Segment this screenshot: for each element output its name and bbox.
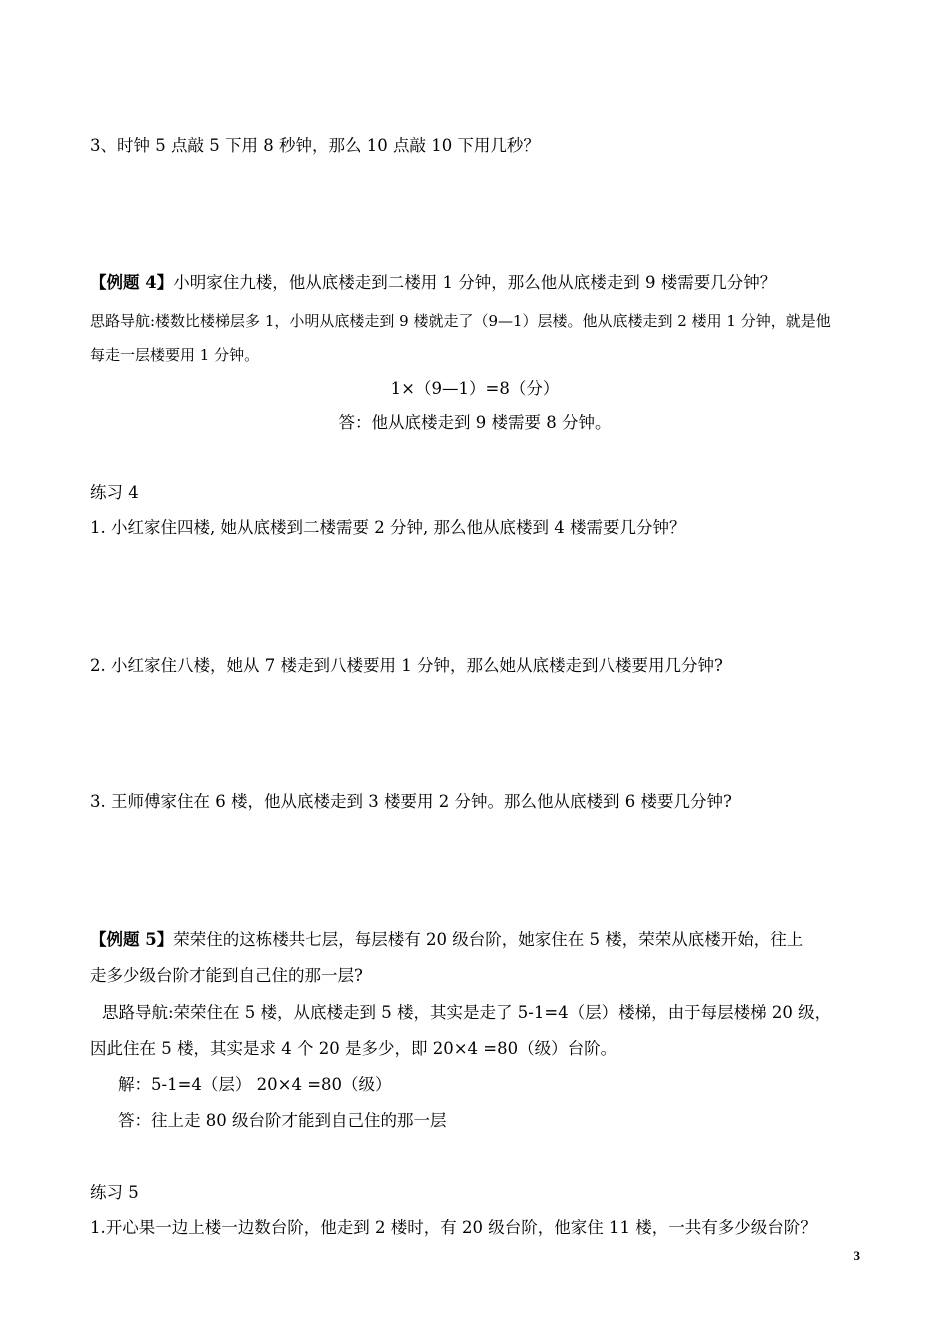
practice-4-title: 练习 4	[90, 483, 139, 502]
practice-4-question-2: 2. 小红家住八楼，她从 7 楼走到八楼要用 1 分钟，那么她从底楼走到八楼要用几分钟?	[90, 656, 723, 675]
example-4-answer: 答：他从底楼走到 9 楼需要 8 分钟。	[338, 413, 612, 432]
example-5-hint-line-1: 思路导航:荣荣住在 5 楼，从底楼走到 5 楼，其实是走了 5-1=4（层）楼梯，由于每层楼梯 20 级，	[102, 1003, 832, 1022]
question-3: 3、时钟 5 点敲 5 下用 8 秒钟，那么 10 点敲 10 下用几秒？	[90, 136, 540, 155]
practice-4-question-3: 3. 王师傅家住在 6 楼，他从底楼走到 3 楼要用 2 分钟。那么他从底楼到 6 楼要几分钟?	[90, 792, 732, 811]
example-5-solution: 解：5-1=4（层） 20×4 =80（级）	[118, 1075, 392, 1094]
example-5-answer: 答：往上走 80 级台阶才能到自己住的那一层	[118, 1111, 447, 1130]
example-4-text: 小明家住九楼，他从底楼走到二楼用 1 分钟，那么他从底楼走到 9 楼需要几分钟？	[173, 273, 777, 292]
example-5-label: 【例题 5】	[90, 930, 174, 949]
example-4-hint-line-2: 每走一层楼要用 1 分钟。	[90, 346, 260, 364]
example-5-hint-line-2: 因此住在 5 楼，其实是求 4 个 20 是多少，即 20×4 =80（级）台阶。	[90, 1039, 618, 1058]
practice-5-title: 练习 5	[90, 1183, 139, 1202]
example-4-heading	[90, 271, 776, 295]
example-5-heading	[90, 928, 803, 952]
example-4-label: 【例题 4】	[90, 273, 174, 292]
example-5-text-line-2: 走多少级台阶才能到自己住的那一层?	[90, 966, 363, 985]
example-5-text: 荣荣住的这栋楼共七层，每层楼有 20 级台阶，她家住在 5 楼，荣荣从底楼开始，往上	[173, 930, 804, 949]
example-4-hint-line-1: 思路导航:楼数比楼梯层多 1，小明从底楼走到 9 楼就走了（9—1）层楼。他从底楼走到 2 楼用 1 分钟，就是他	[90, 312, 831, 330]
page-number: 3	[853, 1248, 860, 1263]
example-4-formula: 1×（9—1）=8（分）	[390, 379, 560, 398]
practice-5-question-1: 1.开心果一边上楼一边数台阶，他走到 2 楼时，有 20 级台阶，他家住 11 楼，一共有多少级台阶？	[90, 1218, 817, 1237]
practice-4-question-1: 1. 小红家住四楼, 她从底楼到二楼需要 2 分钟, 那么他从底楼到 4 楼需要几分钟？	[90, 518, 686, 537]
